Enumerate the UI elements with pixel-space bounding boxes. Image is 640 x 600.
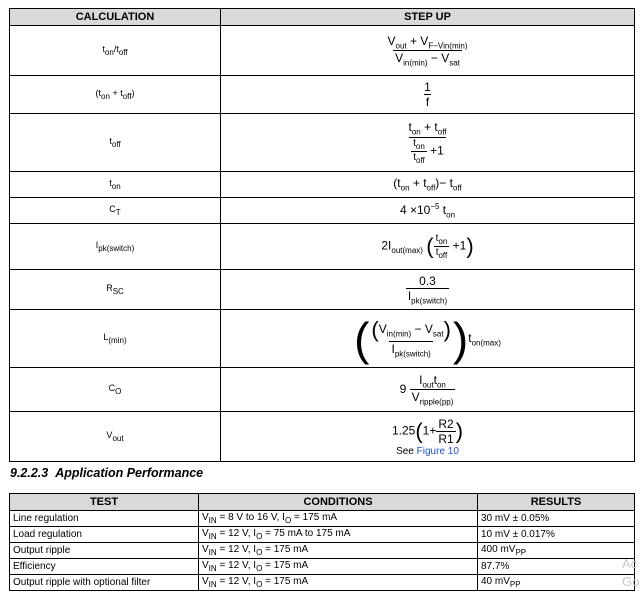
- see-figure-text: See: [396, 445, 417, 457]
- formula: $4 \times 10^{-5}$ $t_{on}$: [221, 198, 635, 224]
- table-row: [10, 412, 635, 462]
- formula: 9 $\frac{I_{out}t_{on}}{V_{ripple(pp)}}$: [221, 368, 635, 412]
- row-label: $C_T$: [10, 198, 221, 224]
- test-cell: Output ripple with optional filter: [10, 575, 199, 591]
- row-label: $t_{on}$: [10, 172, 221, 198]
- formula: $(t_{on} + t_{off})- t_{off}$: [221, 172, 635, 198]
- test-cell: Output ripple: [10, 543, 199, 559]
- table-row: [10, 26, 635, 76]
- column-header-calculation: CALCULATION: [10, 9, 221, 26]
- results-cell: 400 $mV_{PP}$: [478, 543, 635, 559]
- table-row: [10, 543, 635, 559]
- row-label: $(t_{on} + t_{off})$: [10, 76, 221, 114]
- row-label: $L_{(min)}$: [10, 310, 221, 368]
- column-header-results: RESULTS: [478, 494, 635, 511]
- row-label: $V_{out}$: [10, 412, 221, 462]
- conditions-cell: $V_{IN} = 12$ V, $I_O = 175$ mA: [199, 575, 478, 591]
- performance-table: [9, 493, 638, 591]
- formula: ( $\frac{(V_{in(min)} - V_{sat})}{I_{pk(switch)}}$ )$t_{on(max)}$: [221, 310, 635, 368]
- test-cell: Line regulation: [10, 511, 199, 527]
- table-row: [10, 224, 635, 270]
- conditions-cell: $V_{IN} = 12$ V, $I_O = 175$ mA: [199, 559, 478, 575]
- table-row: [10, 172, 635, 198]
- results-cell: 40 $mV_{PP}$: [478, 575, 635, 591]
- table-header-row: [10, 9, 635, 26]
- column-header-conditions: CONDITIONS: [199, 494, 478, 511]
- table-row: [10, 270, 635, 310]
- formula: 1.25(1+ $\frac{R2}{R1}$ ) See Figure 10: [221, 412, 635, 462]
- conditions-cell: $V_{IN} = 12$ V, $I_O = 175$ mA: [199, 543, 478, 559]
- row-label: $R_{SC}$: [10, 270, 221, 310]
- row-label: $t_{off}$: [10, 114, 221, 172]
- section-heading: [10, 466, 203, 480]
- conditions-cell: $V_{IN} = 8$ V to 16 V, $I_O = 175$ mA: [199, 511, 478, 527]
- section-title: Application Performance: [55, 466, 204, 480]
- table-row: [10, 76, 635, 114]
- formula: $\frac{V_{out} + V_{F-Vin(min)}}{V_{in(min)} - V_{sat}}$: [221, 26, 635, 76]
- results-cell: 10 mV ± 0.017%: [478, 527, 635, 543]
- column-header-step-up: STEP UP: [221, 9, 635, 26]
- figure-10-link[interactable]: Figure 10: [416, 445, 459, 457]
- results-cell: 87.7%: [478, 559, 635, 575]
- section-number: 9.2.2.3: [10, 466, 49, 480]
- table-row: [10, 527, 635, 543]
- test-cell: Efficiency: [10, 559, 199, 575]
- watermark-text: Ac: [622, 556, 638, 571]
- row-label: $C_O$: [10, 368, 221, 412]
- results-cell: 30 mV ± 0.05%: [478, 511, 635, 527]
- column-header-test: TEST: [10, 494, 199, 511]
- table-header-row: [10, 494, 635, 511]
- table-row: [10, 198, 635, 224]
- row-label: $t_{on}/t_{off}$: [10, 26, 221, 76]
- watermark-text: Go: [622, 574, 640, 589]
- formula: $\frac{1}{f}$: [221, 76, 635, 114]
- table-row: [10, 559, 635, 575]
- test-cell: Load regulation: [10, 527, 199, 543]
- formula: $2I_{out(max)}$ ( $\frac{t_{on}}{t_{off}}$ +1): [221, 224, 635, 270]
- formula: $\frac{0.3}{I_{pk(switch)}}$: [221, 270, 635, 310]
- table-row: [10, 114, 635, 172]
- table-row: [10, 368, 635, 412]
- row-label: $I_{pk(switch)}$: [10, 224, 221, 270]
- formula: $t_{on} + t_{off}$ $\frac{t_{on}}{t_{off}}$ +1: [221, 114, 635, 172]
- calculation-table: [9, 8, 635, 462]
- table-row: [10, 310, 635, 368]
- table-row: [10, 575, 635, 591]
- conditions-cell: $V_{IN} = 12$ V, $I_O = 75$ mA to 175 mA: [199, 527, 478, 543]
- table-row: [10, 511, 635, 527]
